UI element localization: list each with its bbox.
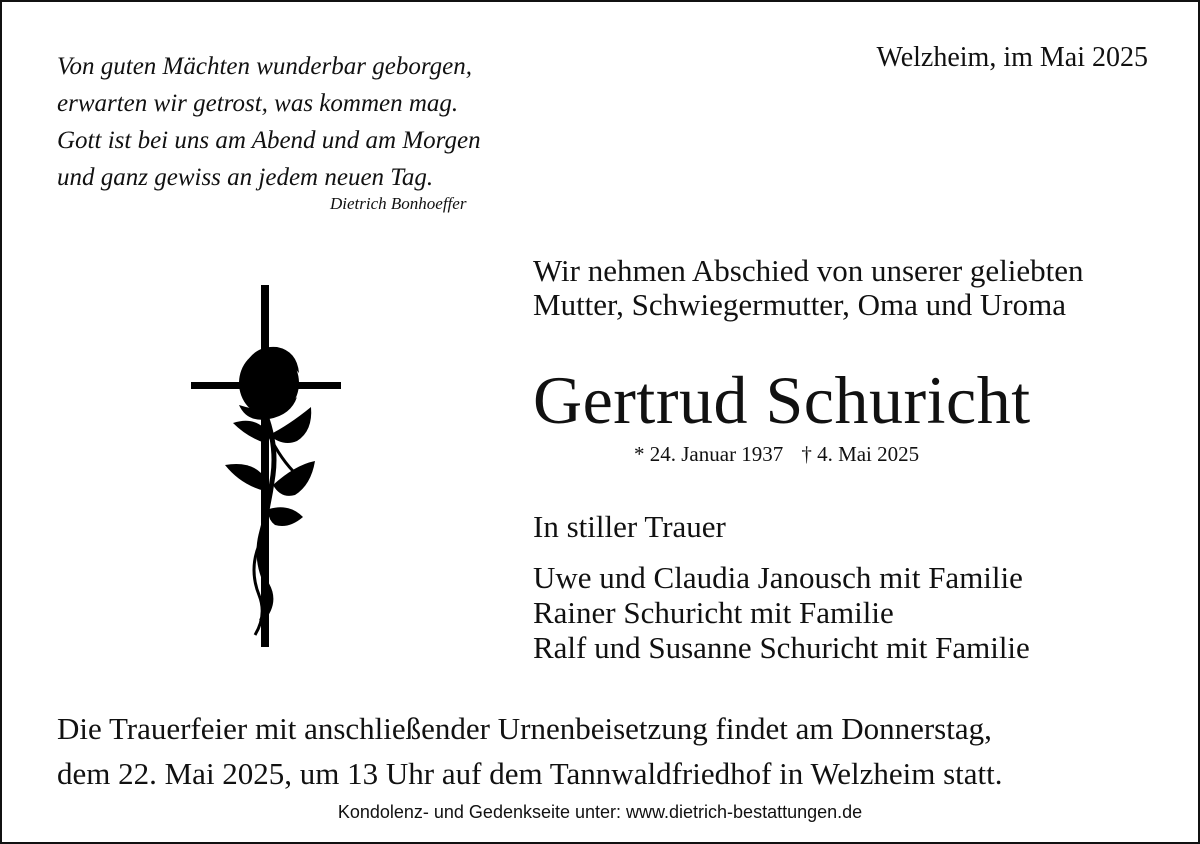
ceremony-notice [57,706,1003,796]
life-dates [634,442,919,467]
quote-line: erwarten wir getrost, was kommen mag. [57,90,459,117]
ceremony-line: Die Trauerfeier mit anschließender Urnenbeisetzung findet am Donnerstag, [57,711,992,746]
birth-date: * 24. Januar 1937 [634,442,784,466]
deceased-name: Gertrud Schuricht [533,362,1031,438]
mourners-list [533,560,1030,665]
intro-line: Wir nehmen Abschied von unserer geliebten [533,253,1084,288]
bonhoeffer-quote [57,48,537,196]
cross-with-rose-icon [185,285,350,655]
ceremony-line: dem 22. Mai 2025, um 13 Uhr auf dem Tannwaldfriedhof in Welzheim statt. [57,756,1003,791]
mourner-family: Ralf und Susanne Schuricht mit Familie [533,630,1030,665]
condolence-footer: Kondolenz- und Gedenkseite unter: www.dietrich-bestattungen.de [337,802,863,822]
place-date: Welzheim, im Mai 2025 [876,42,1148,73]
intro-line: Mutter, Schwiegermutter, Oma und Uroma [533,287,1066,322]
mourner-family: Rainer Schuricht mit Familie [533,595,894,630]
quote-author: Dietrich Bonhoeffer [330,194,467,213]
mourner-family: Uwe und Claudia Janousch mit Familie [533,560,1023,595]
quote-line: Von guten Mächten wunderbar geborgen, [57,53,472,80]
quote-line: und ganz gewiss an jedem neuen Tag. [57,164,434,191]
quote-line: Gott ist bei uns am Abend und am Morgen [57,127,481,154]
death-date: † 4. Mai 2025 [801,442,920,466]
farewell-intro [533,254,1084,322]
mourning-label: In stiller Trauer [533,509,726,544]
